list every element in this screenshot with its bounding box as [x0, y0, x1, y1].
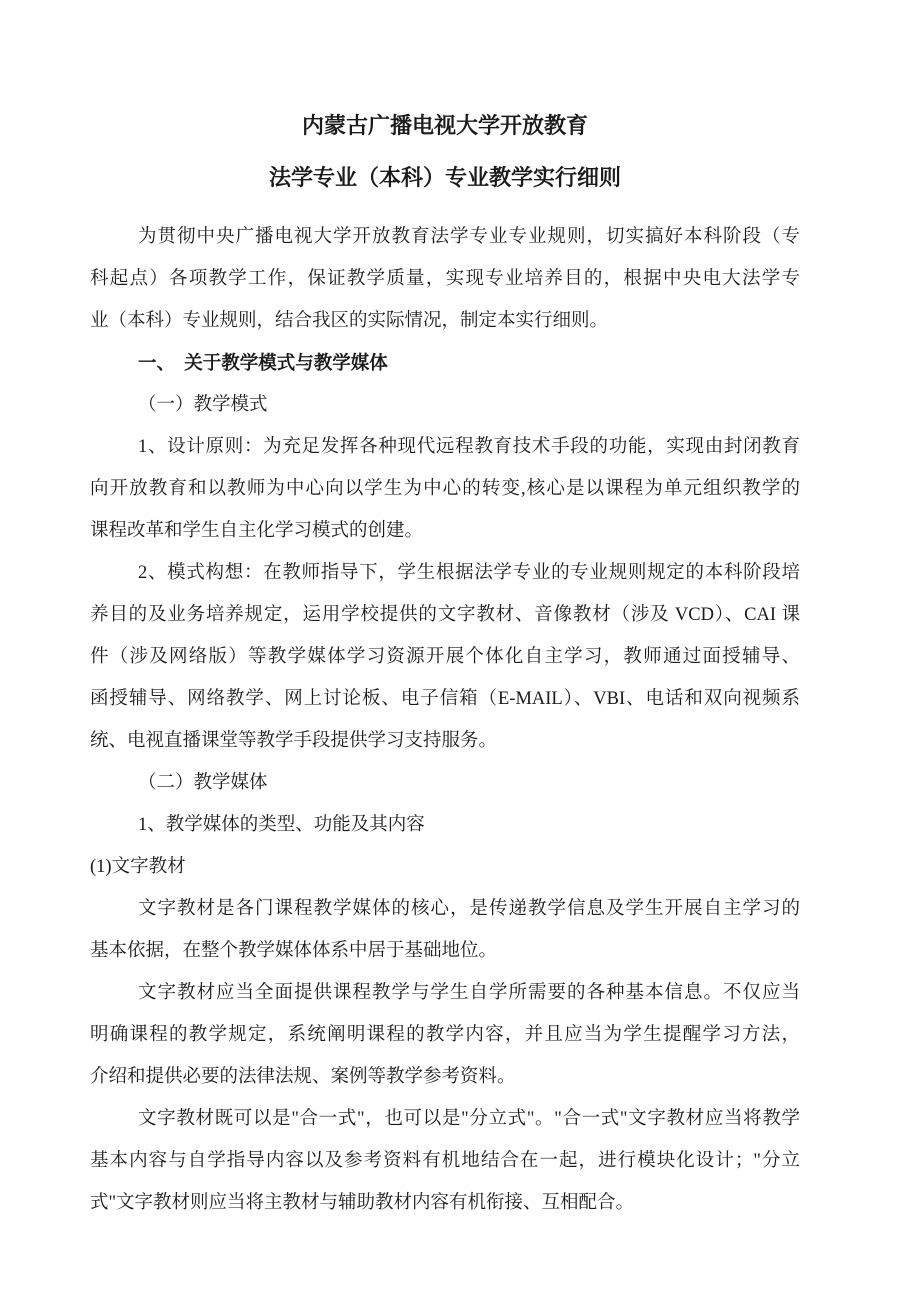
section-heading: 一、 关于教学模式与教学媒体: [138, 352, 388, 373]
document-title-line: 内蒙古广播电视大学开放教育: [301, 113, 588, 138]
text-line: 2、模式构想：在教师指导下，学生根据法学专业的专业规则规定的本科阶段培: [138, 563, 800, 583]
document-title: [90, 100, 800, 204]
text-line: 统、电视直播课堂等教学手段提供学习支持服务。: [90, 731, 498, 751]
text-line: 文字教材应当全面提供课程教学与学生自学所需要的各种基本信息。不仅应当: [138, 983, 800, 1003]
text-line: 养目的及业务培养规定，运用学校提供的文字教材、音像教材（涉及 VCD）、CAI 课: [90, 605, 800, 625]
text-line: 1、教学媒体的类型、功能及其内容: [138, 815, 425, 835]
text-line: (1)文字教材: [90, 857, 186, 877]
text-line: 基本依据，在整个教学媒体体系中居于基础地位。: [90, 941, 498, 961]
text-line: 函授辅导、网络教学、网上讨论板、电子信箱（E-MAIL）、VBI、电话和双向视频系: [90, 689, 800, 709]
text-line: 业（本科）专业规则，结合我区的实际情况，制定本实行细则。: [90, 311, 609, 331]
text-line: 式"文字教材则应当将主教材与辅助教材内容有机衔接、互相配合。: [90, 1193, 635, 1213]
text-line: 基本内容与自学指导内容以及参考资料有机地结合在一起，进行模块化设计；"分立: [90, 1151, 800, 1171]
text-line: 明确课程的教学规定，系统阐明课程的教学内容，并且应当为学生提醒学习方法，: [90, 1025, 800, 1045]
document-title-line: 法学专业（本科）专业教学实行细则: [268, 165, 621, 190]
text-line: 向开放教育和以教师为中心向以学生为中心的转变,核心是以课程为单元组织教学的: [90, 479, 800, 499]
text-line: 1、设计原则：为充足发挥各种现代远程教育技术手段的功能，实现由封闭教育: [138, 437, 800, 457]
text-line: 课程改革和学生自主化学习模式的创建。: [90, 521, 424, 541]
document-content: [90, 100, 800, 1224]
text-line: 文字教材既可以是"合一式"，也可以是"分立式"。"合一式"文字教材应当将教学: [138, 1109, 800, 1129]
text-line: （一）教学模式: [138, 395, 268, 415]
text-line: 科起点）各项教学工作，保证教学质量，实现专业培养目的，根据中央电大法学专: [90, 269, 800, 289]
text-line: 件（涉及网络版）等教学媒体学习资源开展个体化自主学习，教师通过面授辅导、: [90, 647, 800, 667]
text-line: 为贯彻中央广播电视大学开放教育法学专业专业规则，切实搞好本科阶段（专: [138, 227, 800, 247]
text-line: 文字教材是各门课程教学媒体的核心，是传递教学信息及学生开展自主学习的: [138, 899, 800, 919]
document-body: [90, 216, 800, 1224]
text-line: （二）教学媒体: [138, 773, 268, 793]
text-line: 介绍和提供必要的法律法规、案例等教学参考资料。: [90, 1067, 516, 1087]
